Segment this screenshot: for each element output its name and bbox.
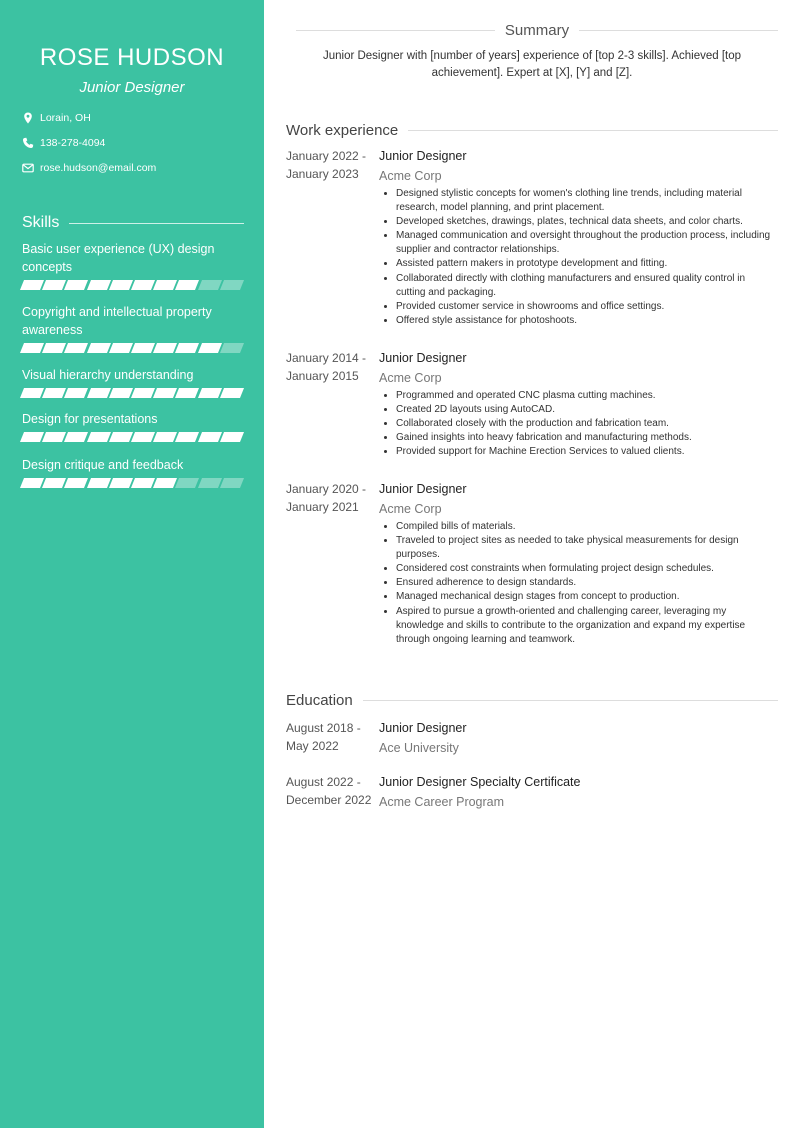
date-end: January 2023 — [286, 167, 359, 181]
work-divider — [408, 130, 778, 131]
entry-org: Acme Career Program — [379, 795, 505, 809]
bullet-item: • Developed sketches, drawings, plates, technical data sheets, and color charts. — [396, 215, 776, 229]
candidate-role: Junior Designer — [79, 79, 185, 96]
location-text: Lorain, OH — [40, 112, 91, 124]
education-divider — [363, 700, 778, 701]
contact-email — [22, 162, 156, 174]
entry-title: Junior Designer — [379, 721, 467, 735]
work-heading-text: Work experience — [286, 122, 399, 139]
summary-divider-right — [579, 30, 778, 31]
entry-org: Acme Corp — [379, 371, 442, 385]
summary-divider-left — [296, 30, 495, 31]
skills-heading — [22, 214, 244, 232]
date-start: January 2022 - — [286, 149, 367, 163]
bullet-item: • Traveled to project sites as needed to take physical measurements for design purposes. — [396, 534, 776, 562]
skill-segment-filled — [109, 280, 133, 290]
skill-segment-filled — [42, 432, 66, 442]
skill-segment-filled — [131, 280, 155, 290]
skills-divider — [69, 223, 244, 224]
skill-level-bar — [22, 280, 244, 290]
education-heading — [286, 692, 778, 709]
location-pin-icon — [22, 112, 34, 124]
bullet-item: • Designed stylistic concepts for women's clothing line trends, including material research, model planning, and print placement. — [396, 187, 776, 215]
skill-segment-empty — [175, 478, 199, 488]
skill-level-bar — [22, 432, 244, 442]
skill-segment-filled — [175, 388, 199, 398]
skill-segment-filled — [109, 343, 133, 353]
skill-segment-filled — [131, 432, 155, 442]
skill-segment-filled — [220, 388, 244, 398]
bullet-item: • Ensured adherence to design standards. — [396, 576, 776, 590]
entry-dates — [286, 147, 378, 183]
work-heading — [286, 122, 778, 139]
entry-title: Junior Designer — [379, 482, 467, 496]
skills-heading-text: Skills — [22, 214, 60, 231]
skill-segment-empty — [197, 280, 221, 290]
skill-segment-filled — [64, 432, 88, 442]
date-end: January 2015 — [286, 369, 359, 383]
skill-item — [22, 410, 244, 442]
entry-bullets — [396, 187, 776, 328]
entry-title: Junior Designer — [379, 351, 467, 365]
email-text: rose.hudson@email.com — [40, 162, 157, 174]
skill-segment-filled — [42, 343, 66, 353]
bullet-item: • Assisted pattern makers in prototype development and fitting. — [396, 257, 776, 271]
summary-heading-text: Summary — [504, 22, 570, 39]
skill-label: Design critique and feedback — [22, 458, 184, 472]
bullet-item: • Gained insights into heavy fabrication and manufacturing methods. — [396, 431, 776, 445]
envelope-icon — [22, 162, 34, 174]
bullet-item: • Collaborated closely with the production and fabrication team. — [396, 417, 776, 431]
phone-text: 138-278-4094 — [40, 137, 106, 149]
skill-segment-filled — [20, 388, 44, 398]
skill-segment-filled — [175, 432, 199, 442]
candidate-name: ROSE HUDSON — [39, 44, 225, 71]
skill-item — [22, 240, 244, 290]
bullet-item: • Managed mechanical design stages from concept to production. — [396, 590, 776, 604]
skill-segment-filled — [131, 478, 155, 488]
summary-heading — [296, 22, 778, 39]
skill-segment-empty — [197, 478, 221, 488]
skill-segment-filled — [64, 388, 88, 398]
sidebar — [0, 0, 264, 1128]
skill-segment-filled — [20, 432, 44, 442]
date-start: January 2020 - — [286, 482, 367, 496]
skill-segment-filled — [42, 280, 66, 290]
entry-org: Ace University — [379, 741, 459, 755]
skill-segment-filled — [64, 343, 88, 353]
skill-segment-filled — [64, 280, 88, 290]
entry-org: Acme Corp — [379, 169, 442, 183]
bullet-item: • Programmed and operated CNC plasma cutting machines. — [396, 389, 776, 403]
skill-segment-filled — [131, 388, 155, 398]
skill-segment-filled — [175, 280, 199, 290]
skill-label: Design for presentations — [22, 412, 158, 426]
bullet-item: • Offered style assistance for photoshoots. — [396, 314, 776, 328]
skill-segment-filled — [175, 343, 199, 353]
contact-location — [22, 112, 91, 124]
skill-segment-filled — [87, 432, 111, 442]
skill-segment-filled — [197, 343, 221, 353]
skill-label: Copyright and intellectual property awareness — [22, 305, 212, 337]
skill-segment-filled — [87, 478, 111, 488]
entry-dates — [286, 480, 378, 516]
skill-segment-filled — [153, 280, 177, 290]
skill-segment-filled — [153, 432, 177, 442]
skill-segment-filled — [20, 478, 44, 488]
skill-segment-filled — [109, 388, 133, 398]
skill-segment-filled — [109, 478, 133, 488]
skill-level-bar — [22, 478, 244, 488]
date-end: May 2022 — [286, 739, 339, 753]
entry-title: Junior Designer Specialty Certificate — [379, 775, 581, 789]
bullet-item: • Created 2D layouts using AutoCAD. — [396, 403, 776, 417]
skill-label: Visual hierarchy understanding — [22, 368, 194, 382]
skill-item — [22, 303, 244, 353]
date-start: August 2022 - — [286, 775, 361, 789]
skill-segment-filled — [197, 388, 221, 398]
skill-segment-filled — [42, 478, 66, 488]
skill-item — [22, 366, 244, 398]
skill-label: Basic user experience (UX) design concepts — [22, 242, 215, 274]
entry-bullets — [396, 389, 776, 459]
skill-segment-filled — [153, 478, 177, 488]
skill-segment-filled — [220, 432, 244, 442]
skill-level-bar — [22, 343, 244, 353]
skill-segment-filled — [153, 343, 177, 353]
summary-text: Junior Designer with [number of years] experience of [top 2-3 skills]. Achieved [top achievement]. Expert at [X], [Y] and [Z]. — [322, 50, 742, 79]
skill-segment-empty — [220, 478, 244, 488]
contact-phone — [22, 137, 105, 149]
entry-dates — [286, 773, 382, 809]
entry-bullets — [396, 520, 776, 647]
skill-segment-filled — [42, 388, 66, 398]
bullet-item: • Provided customer service in showrooms and office settings. — [396, 300, 776, 314]
bullet-item: • Collaborated directly with clothing manufacturers and ensured quality control in cutting and packaging. — [396, 272, 776, 300]
skill-segment-filled — [153, 388, 177, 398]
skill-item — [22, 456, 244, 488]
bullet-item: • Compiled bills of materials. — [396, 520, 776, 534]
date-start: August 2018 - — [286, 721, 361, 735]
bullet-item: • Considered cost constraints when formulating project design schedules. — [396, 562, 776, 576]
date-end: December 2022 — [286, 793, 372, 807]
phone-icon — [22, 137, 34, 149]
skill-segment-filled — [197, 432, 221, 442]
skill-segment-filled — [87, 280, 111, 290]
entry-dates — [286, 719, 378, 755]
entry-title: Junior Designer — [379, 149, 467, 163]
date-start: January 2014 - — [286, 351, 367, 365]
skill-segment-filled — [109, 432, 133, 442]
entry-org: Acme Corp — [379, 502, 442, 516]
skill-segment-filled — [87, 388, 111, 398]
skill-segment-filled — [64, 478, 88, 488]
skill-segment-filled — [20, 343, 44, 353]
skill-segment-empty — [220, 343, 244, 353]
date-end: January 2021 — [286, 500, 359, 514]
education-heading-text: Education — [286, 692, 353, 709]
skill-level-bar — [22, 388, 244, 398]
bullet-item: • Provided support for Machine Erection Services to valued clients. — [396, 445, 776, 459]
bullet-item: • Aspired to pursue a growth-oriented and challenging career, leveraging my knowledge and skills to contribute to the organization and expand my expertise through ongoing learning and teamwork. — [396, 605, 776, 647]
skill-segment-filled — [20, 280, 44, 290]
bullet-item: • Managed communication and oversight throughout the production process, including supplier and contractor relationships. — [396, 229, 776, 257]
skill-segment-filled — [87, 343, 111, 353]
entry-dates — [286, 349, 378, 385]
skill-segment-filled — [131, 343, 155, 353]
skill-segment-empty — [220, 280, 244, 290]
